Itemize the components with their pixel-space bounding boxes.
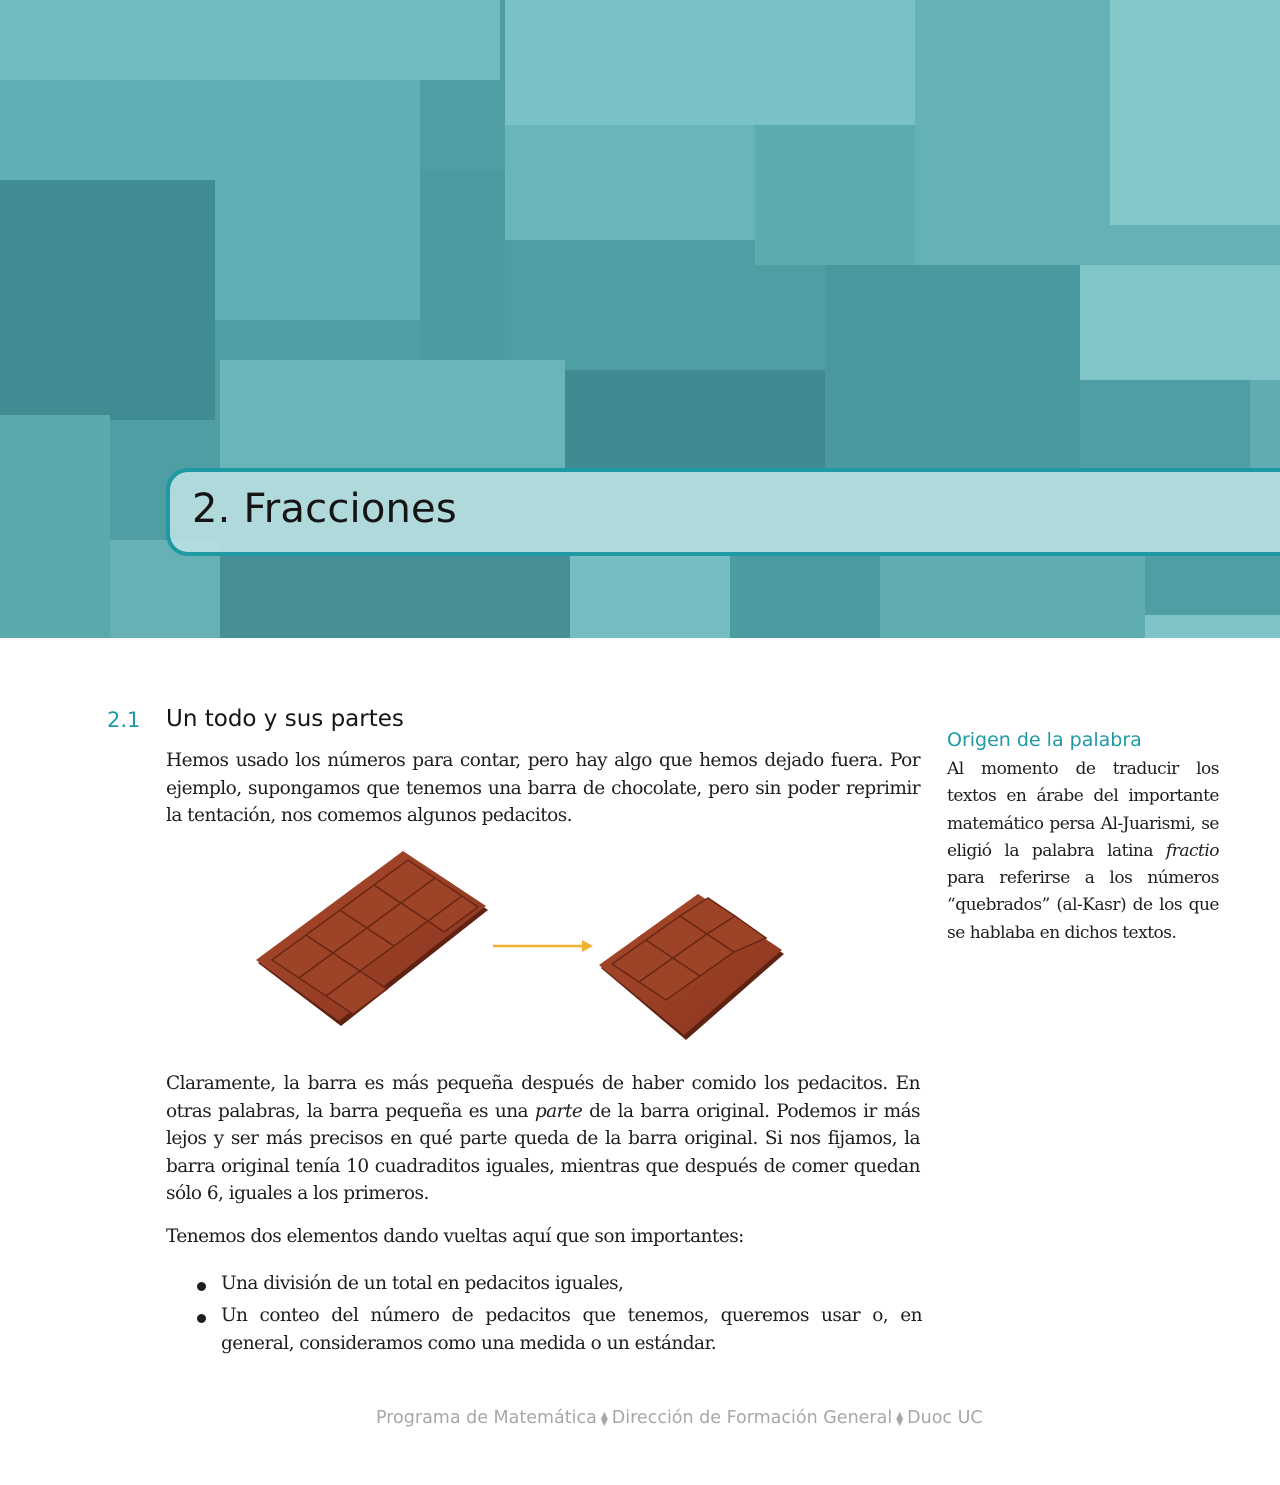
page-footer xyxy=(376,1408,1076,1428)
chocolate-illustration xyxy=(250,848,790,1043)
margin-note-title: Origen de la palabra xyxy=(947,729,1142,751)
margin-note-text-start: Al momento de traducir los textos en árabe del importante matemático persa Al-Juarismi, se eligió la palabra latina xyxy=(947,759,1219,861)
footer-program: Programa de Matemática xyxy=(376,1408,597,1428)
list-item-text: Un conteo del número de pedacitos que tenemos, queremos usar o, en general, consideramos como una medida o un estándar. xyxy=(221,1305,922,1354)
emphasis-fractio: fractio xyxy=(1165,840,1219,861)
footer-separator-icon: ⧫ xyxy=(600,1411,608,1427)
list-item xyxy=(195,1302,922,1358)
footer-institution: Duoc UC xyxy=(907,1408,983,1428)
emphasis-parte: parte xyxy=(534,1100,583,1122)
bullet-icon xyxy=(197,1314,206,1323)
bullet-icon xyxy=(197,1282,206,1291)
list-item-text: Una división de un total en pedacitos iguales, xyxy=(221,1273,624,1294)
section-number: 2.1 xyxy=(107,708,141,732)
intro-paragraph: Hemos usado los números para contar, pero hay algo que hemos dejado fuera. Por ejemplo, supongamos que tenemos una barra de chocolate, pero sin poder reprimir la tentación, nos comemos algunos pedacitos. xyxy=(166,750,920,826)
section-title: Un todo y sus partes xyxy=(166,706,404,732)
arrow-icon xyxy=(493,940,593,952)
elements-intro-paragraph: Tenemos dos elementos dando vueltas aquí que son importantes: xyxy=(166,1226,744,1247)
explanation-paragraph xyxy=(166,1070,920,1208)
explanation-text-end: de la barra original. Podemos ir más lejos y ser más precisos en qué parte queda de la barra original. Si nos fijamos, la barra original tenía 10 cuadraditos iguales, mientras que después de comer quedan sólo 6, iguales a los primeros. xyxy=(166,1100,921,1204)
footer-direction: Dirección de Formación General xyxy=(611,1408,893,1428)
chapter-banner xyxy=(0,0,1280,638)
margin-note-text xyxy=(947,756,1219,947)
list-item xyxy=(195,1270,922,1298)
margin-note-text-end: para referirse a los números “quebrados” (al-Kasr) de los que se hablaba en dichos textos. xyxy=(947,868,1219,943)
explanation-text-start: Claramente, la barra es más pequeña después de haber comido los pedacitos. En otras palabras, la barra pequeña es una xyxy=(166,1073,920,1122)
bullet-list xyxy=(195,1270,922,1362)
footer-separator-icon: ⧫ xyxy=(896,1411,904,1427)
full-chocolate-bar xyxy=(256,851,488,1026)
remaining-chocolate-bar xyxy=(599,894,784,1040)
chapter-title: 2. Fracciones xyxy=(192,486,457,532)
chapter-title-bar xyxy=(166,468,1280,556)
